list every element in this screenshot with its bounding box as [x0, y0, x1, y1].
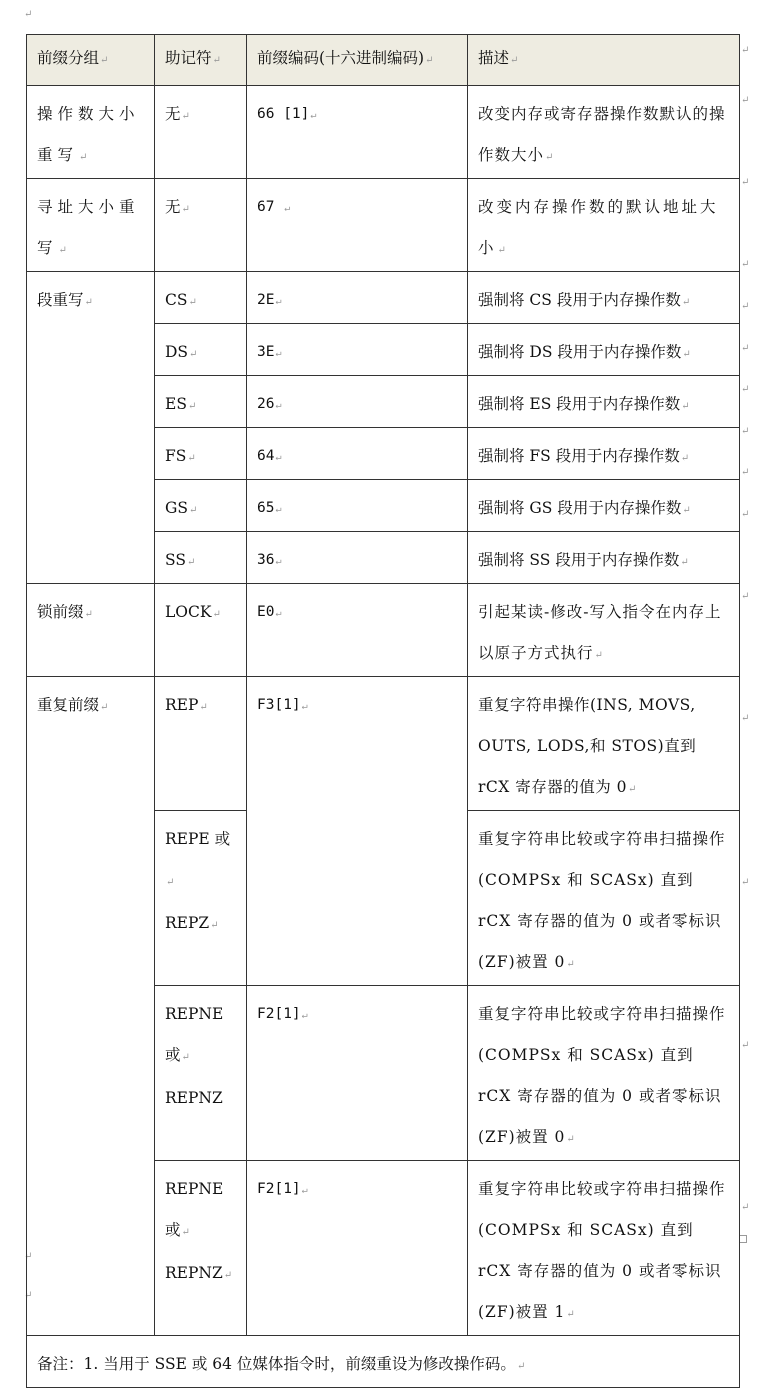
code-cell: 64↵ — [247, 428, 468, 480]
mnemonic-cell: ES↵ — [155, 376, 247, 428]
row-end-mark: ↵ — [741, 95, 750, 106]
row-end-mark: ↵ — [741, 467, 750, 478]
code-cell: 66 [1]↵ — [247, 86, 468, 179]
description-cell: 强制将 CS 段用于内存操作数↵ — [468, 272, 740, 324]
code-cell: F2[1]↵ — [247, 986, 468, 1161]
code-cell: F2[1]↵ — [247, 1161, 468, 1336]
group-cell: 重复前缀↵ — [27, 677, 155, 1336]
prefix-table — [26, 34, 740, 1388]
paragraph-mark: ↵ — [24, 1251, 33, 1262]
mnemonic-cell: 无↵ — [155, 86, 247, 179]
header-code: 前缀编码(十六进制编码)↵ — [247, 35, 468, 86]
header-mnemonic: 助记符↵ — [155, 35, 247, 86]
description-cell: 引起某读-修改-写入指令在内存上以原子方式执行↵ — [468, 584, 740, 677]
table-note: 备注：1. 当用于 SSE 或 64 位媒体指令时，前缀重设为修改操作码。↵ — [27, 1336, 740, 1388]
paragraph-mark: ↵ — [24, 1290, 33, 1301]
description-cell: 改变内存或寄存器操作数默认的操作数大小↵ — [468, 86, 740, 179]
header-description: 描述↵ — [468, 35, 740, 86]
row-end-mark: ↵ — [741, 1202, 750, 1213]
table-note-row — [27, 1336, 740, 1388]
mnemonic-cell: FS↵ — [155, 428, 247, 480]
mnemonic-cell: GS↵ — [155, 480, 247, 532]
code-cell: 2E↵ — [247, 272, 468, 324]
description-cell: 重复字符串比较或字符串扫描操作(COMPSx 和 SCASx) 直到 rCX 寄存器的值为 0 或者零标识(ZF)被置 1↵ — [468, 1161, 740, 1336]
description-cell: 强制将 FS 段用于内存操作数↵ — [468, 428, 740, 480]
description-cell: 重复字符串比较或字符串扫描操作(COMPSx 和 SCASx) 直到 rCX 寄存器的值为 0 或者零标识(ZF)被置 0↵ — [468, 986, 740, 1161]
code-cell: F3[1]↵ — [247, 677, 468, 986]
description-cell: 强制将 SS 段用于内存操作数↵ — [468, 532, 740, 584]
table-header-row — [27, 35, 740, 86]
code-cell: 36↵ — [247, 532, 468, 584]
row-end-mark: ↵ — [741, 713, 750, 724]
row-end-mark: ↵ — [741, 45, 750, 56]
code-cell: E0↵ — [247, 584, 468, 677]
row-end-mark: ↵ — [741, 177, 750, 188]
table-resize-handle[interactable] — [739, 1235, 747, 1243]
description-cell: 重复字符串比较或字符串扫描操作(COMPSx 和 SCASx) 直到 rCX 寄存器的值为 0 或者零标识(ZF)被置 0↵ — [468, 811, 740, 986]
description-cell: 强制将 ES 段用于内存操作数↵ — [468, 376, 740, 428]
mnemonic-cell: REPNE 或↵ REPNZ — [155, 986, 247, 1161]
mnemonic-cell: DS↵ — [155, 324, 247, 376]
table-row — [27, 272, 740, 324]
row-end-mark: ↵ — [741, 343, 750, 354]
row-end-mark: ↵ — [741, 877, 750, 888]
description-cell: 强制将 GS 段用于内存操作数↵ — [468, 480, 740, 532]
paragraph-mark: ↵ — [24, 9, 33, 20]
mnemonic-cell: CS↵ — [155, 272, 247, 324]
mnemonic-cell: REP↵ — [155, 677, 247, 811]
mnemonic-cell: REPE 或↵ REPZ↵ — [155, 811, 247, 986]
description-cell: 改变内存操作数的默认地址大小↵ — [468, 179, 740, 272]
description-cell: 强制将 DS 段用于内存操作数↵ — [468, 324, 740, 376]
group-cell: 锁前缀↵ — [27, 584, 155, 677]
mnemonic-cell: SS↵ — [155, 532, 247, 584]
header-group: 前缀分组↵ — [27, 35, 155, 86]
table-row — [27, 584, 740, 677]
table-row — [27, 86, 740, 179]
code-cell: 67 ↵ — [247, 179, 468, 272]
row-end-mark: ↵ — [741, 509, 750, 520]
code-cell: 65↵ — [247, 480, 468, 532]
row-end-mark: ↵ — [741, 301, 750, 312]
table-row — [27, 179, 740, 272]
row-end-mark: ↵ — [741, 426, 750, 437]
row-end-mark: ↵ — [741, 1040, 750, 1051]
code-cell: 26↵ — [247, 376, 468, 428]
code-cell: 3E↵ — [247, 324, 468, 376]
mnemonic-cell: REPNE 或↵ REPNZ↵ — [155, 1161, 247, 1336]
mnemonic-cell: 无↵ — [155, 179, 247, 272]
description-cell: 重复字符串操作(INS, MOVS, OUTS, LODS,和 STOS)直到 rCX 寄存器的值为 0↵ — [468, 677, 740, 811]
table-row — [27, 677, 740, 811]
row-end-mark: ↵ — [741, 591, 750, 602]
group-cell: 寻址大小重写↵ — [27, 179, 155, 272]
row-end-mark: ↵ — [741, 259, 750, 270]
group-cell: 段重写↵ — [27, 272, 155, 584]
mnemonic-cell: LOCK↵ — [155, 584, 247, 677]
row-end-mark: ↵ — [741, 384, 750, 395]
group-cell: 操作数大小重写↵ — [27, 86, 155, 179]
